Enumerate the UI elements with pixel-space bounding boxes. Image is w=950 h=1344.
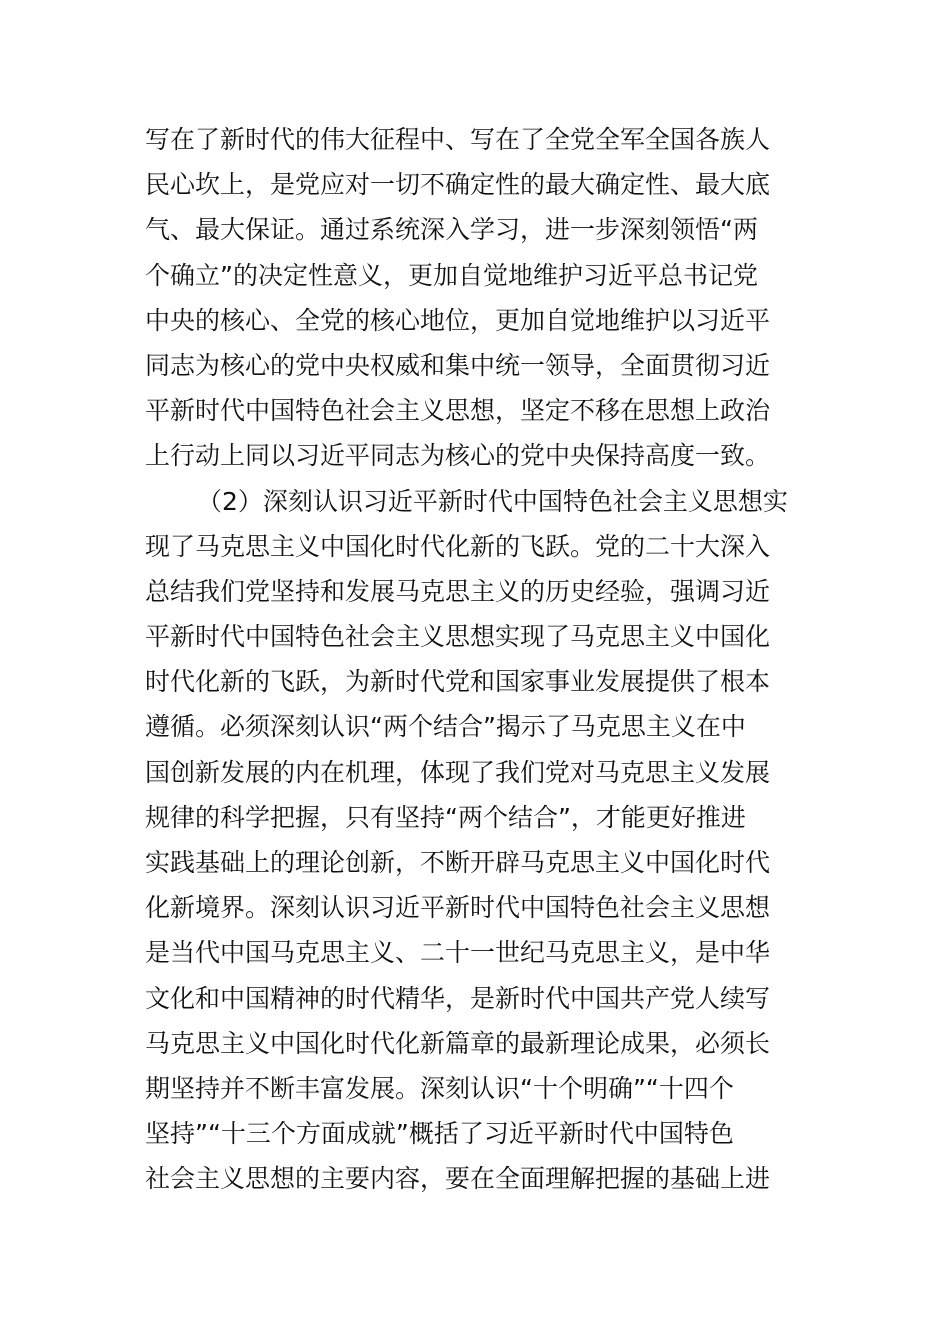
body-text [145,117,805,1202]
text-line: 上行动上同以习近平同志为核心的党中央保持高度一致。 [145,441,771,471]
text-line: 期坚持并不断丰富发展。深刻认识“十个明确”“十四个 [145,1073,734,1103]
text-line: 是当代中国马克思主义、二十一世纪马克思主义，是中华 [145,938,771,968]
text-line: 遵循。必须深刻认识“两个结合”揭示了马克思主义在中 [145,712,746,742]
text-line: 气、最大保证。通过系统深入学习，进一步深刻领悟“两 [145,215,758,245]
text-line: 社会主义思想的主要内容，要在全面理解把握的基础上进 [145,1164,771,1194]
text-line: 中央的核心、全党的核心地位，更加自觉地维护以习近平 [145,305,771,335]
text-line: 马克思主义中国化时代化新篇章的最新理论成果，必须长 [145,1028,771,1058]
text-line: 规律的科学把握，只有坚持“两个结合”，才能更好推进 [145,802,746,832]
text-line: 实践基础上的理论创新，不断开辟马克思主义中国化时代 [145,848,771,877]
text-line: 现了马克思主义中国化时代化新的飞跃。党的二十大深入 [145,531,771,561]
text-line: 民心坎上，是党应对一切不确定性的最大确定性、最大底 [145,170,771,200]
text-line: 坚持”“十三个方面成就”概括了习近平新时代中国特色 [145,1119,734,1149]
text-line: 个确立”的决定性意义，更加自觉地维护习近平总书记党 [145,260,758,290]
text-line: 时代化新的飞跃，为新时代党和国家事业发展提供了根本 [145,667,771,697]
text-line: 平新时代中国特色社会主义思想，坚定不移在思想上政治 [145,396,771,426]
text-line: 化新境界。深刻认识习近平新时代中国特色社会主义思想 [145,893,771,923]
text-line: 平新时代中国特色社会主义思想实现了马克思主义中国化 [145,622,771,652]
text-line: 国创新发展的内在机理，体现了我们党对马克思主义发展 [145,757,771,787]
text-line: 文化和中国精神的时代精华，是新时代中国共产党人续写 [145,983,771,1013]
section-heading-line: （2）深刻认识习近平新时代中国特色社会主义思想实 [197,486,788,516]
text-line: 写在了新时代的伟大征程中、写在了全党全军全国各族人 [145,125,771,154]
text-line: 总结我们党坚持和发展马克思主义的历史经验，强调习近 [145,576,771,606]
text-line: 同志为核心的党中央权威和集中统一领导，全面贯彻习近 [145,350,771,380]
